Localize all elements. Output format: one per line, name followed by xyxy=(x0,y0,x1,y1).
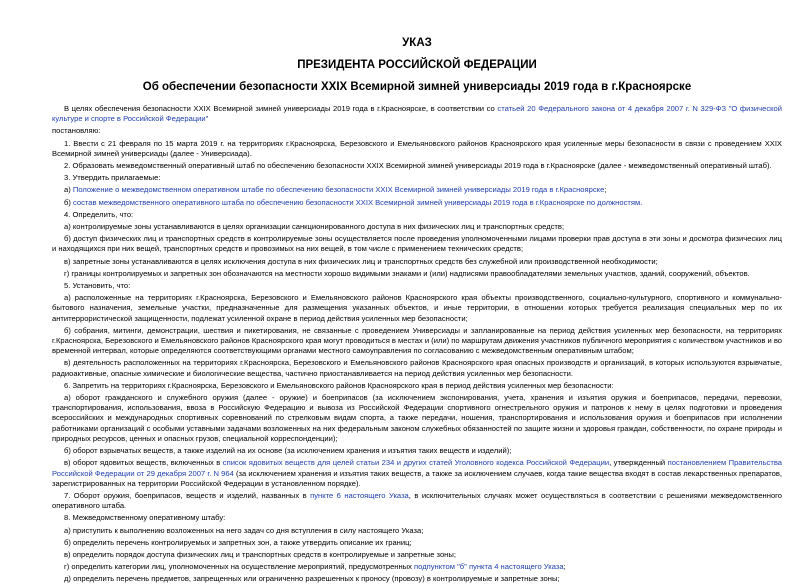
paragraph-6a: а) оборот гражданского и служебного оружия (далее - оружие) и боеприпасов (за исключением экспонирования, учета, хранения и изъятия оружия и боеприпасов, передачи, перевозки, транспортирования, использования, ввоза в Российскую Федерацию и вывоза из Российской Федерации спортивного огнестрельного оружия и патронов к нему в целях подготовки и проведения всероссийских и международных спортивных соревнований по стрелковым видам спорта, а также передачи, ношения, транспортирования и использования оружия и боеприпасов при исполнении работниками организаций с особыми уставными задачами возложенных на них федеральным законом служебных обязанностей по защите жизни и здоровья граждан, собственности, по охране природы и природных ресурсов, ценных и опасных грузов, специальной корреспонденции); xyxy=(52,393,782,443)
poison-list-link[interactable]: список ядовитых веществ для целей статьи 234 и других статей Уголовного кодекса Российской Федерации xyxy=(222,458,610,468)
paragraph-5c: в) деятельность расположенных на территориях г.Красноярска, Березовского и Емельяновского районов Красноярского края опасных производств и организаций, в которых используются взрывчатые, радиоактивные, опасные химические и биологические вещества, частично приостанавливается на период действия усиленных мер безопасности. xyxy=(52,358,782,378)
paragraph-3: 3. Утвердить прилагаемые: xyxy=(64,173,161,183)
paragraph-4a: а) контролируемые зоны устанавливаются в целях организации санкционированного доступа в них физических лиц и транспортных средств; xyxy=(64,222,565,232)
paragraph-8b: б) определить перечень контролируемых и запретных зон, а также утвердить описание их границ; xyxy=(64,537,412,547)
paragraph-5b: б) собрания, митинги, демонстрации, шествия и пикетирования, не связанные с проведением Универсиады и запланированные на период действия усиленных мер безопасности, на территориях г.Красноярска, Березовского и Емельяновского районов Красноярского края могут проводиться в местах и (или) по маршрутам движения участников публичного мероприятия с количеством участников и во временной интервал, которые определяются соответствующими органами местного самоуправления по согласованию с межведомственным оперативным штабом; xyxy=(52,325,782,356)
text-segment: г) определить категории лиц, уполномоченных на осуществление мероприятий, предусмотренных xyxy=(64,562,415,572)
paragraph-2: 2. Образовать межведомственный оперативный штаб по обеспечению безопасности XXIX Всемирной зимней универсиады 2019 года в г.Красноярске (далее - межведомственный оперативный штаб). xyxy=(64,161,772,171)
paragraph-5: 5. Установить, что: xyxy=(64,281,131,291)
regulation-link[interactable]: Положение о межведомственном оперативном штабе по обеспечению безопасности XXIX Всемирной зимней универсиады 2019 года в г.Красноярске xyxy=(72,185,605,195)
paragraph-7 xyxy=(52,491,782,511)
point-6-link[interactable]: пункте 6 настоящего Указа xyxy=(310,490,409,500)
text-segment: , в исключительных случаях может осуществляться в соответствии с решениями межведомственного оперативного штаба. xyxy=(52,490,782,511)
paragraph-4d: г) границы контролируемых и запретных зон обозначаются на местности хорошо видимыми знаками и (или) надписями правообладателями земельных участков, зданий, сооружений, объектов. xyxy=(64,268,750,278)
text-segment: 7. Оборот оружия, боеприпасов, веществ и изделий, названных в xyxy=(64,490,311,500)
paragraph-8c: в) определить порядок доступа физических лиц и транспортных средств в контролируемые и запретные зоны; xyxy=(64,549,456,559)
intro-text: В целях обеспечения безопасности XXIX Всемирной зимней универсиады 2019 года в г.Красноярске, в соответствии со xyxy=(64,104,498,113)
decree-word: постановляю: xyxy=(52,126,101,136)
subpoint-4b-link[interactable]: подпунктом "б" пункта 4 настоящего Указа xyxy=(414,562,564,572)
paragraph-5a: а) расположенные на территориях г.Красноярска, Березовского и Емельяновского районов Красноярского края объекты производственного, социально-культурного, спортивного и коммунально-бытового назначения, земельные участки, предназначенные для размещения указанных объектов, и иные территории, в отношении которых требуется реализация специальных мер по их антитеррористической защищенности, подлежат усиленной охране в период действия усиленных мер безопасности; xyxy=(52,293,782,323)
item-letter: а) xyxy=(64,185,73,195)
text-segment: (за исключением хранения и изъятия таких веществ, а также за исключением случаев, когда такие вещества входят в состав лекарственных препаратов, зарегистрированных на территории Российской Федерации в установленном порядке). xyxy=(52,468,782,488)
paragraph-8e: д) определить перечень предметов, запрещенных или ограниченно разрешенных к проносу (провозу) в контролируемые и запретные зоны; xyxy=(64,574,560,584)
paragraph-4: 4. Определить, что: xyxy=(64,209,134,219)
paragraph-6b: б) оборот взрывчатых веществ, а также изделий на их основе (за исключением хранения и изъятия таких веществ и изделий); xyxy=(64,446,512,456)
text-segment: , утвержденный xyxy=(609,458,668,468)
paragraph-3a xyxy=(52,185,782,195)
issuer-title: ПРЕЗИДЕНТА РОССИЙСКОЙ ФЕДЕРАЦИИ xyxy=(297,59,537,71)
decree-title: Об обеспечении безопасности XXIX Всемирной зимней универсиады 2019 года в г.Красноярске xyxy=(142,81,692,93)
law-article-link[interactable]: статьей 20 Федерального закона от 4 декабря 2007 г. N 329-ФЗ "О физической культуре и спорте в Российской Федерации" xyxy=(52,104,782,124)
item-punct: ; xyxy=(604,185,607,195)
text-segment: в) оборот ядовитых веществ, включенных в xyxy=(64,458,223,468)
item-letter: б) xyxy=(64,197,73,207)
doc-type-title: УКАЗ xyxy=(402,37,432,49)
paragraph-4b: б) доступ физических лиц и транспортных средств в контролируемые зоны осуществляется после проведения уполномоченными лицами проверки прав доступа в эти зоны и досмотра физических лиц и находящихся при них вещей, транспортных средств и провозимых на них вещей, в том числе с применением технических средств; xyxy=(52,234,782,254)
government-resolution-link[interactable]: постановлением Правительства Российской Федерации от 29 декабря 2007 г. N 964 xyxy=(52,458,782,478)
paragraph-6c xyxy=(52,458,782,489)
paragraph-1: 1. Ввести с 21 февраля по 15 марта 2019 г. на территориях г.Красноярска, Березовского и Емельяновского районов Красноярского края усиленные меры безопасности в связи с проведением XXIX Всемирной зимней универсиады (далее - Универсиада). xyxy=(52,138,782,158)
paragraph-8: 8. Межведомственному оперативному штабу: xyxy=(64,513,226,523)
intro-paragraph xyxy=(52,104,782,124)
document-page xyxy=(52,0,782,587)
staff-composition-link[interactable]: состав межведомственного оперативного штаба по обеспечению безопасности XXIX Всемирной зимней универсиады 2019 года в г.Красноярске по должностям. xyxy=(73,197,643,207)
text-segment: ; xyxy=(563,562,566,572)
paragraph-4c: в) запретные зоны устанавливаются в целях исключения доступа в них физических лиц и транспортных средств без служебной или производственной необходимости; xyxy=(64,256,658,266)
paragraph-8a: а) приступить к выполнению возложенных на него задач со дня вступления в силу настоящего Указа; xyxy=(64,525,424,535)
paragraph-6: 6. Запретить на территориях г.Красноярска, Березовского и Емельяновского районов Красноярского края в период действия усиленных мер безопасности: xyxy=(64,380,614,390)
paragraph-3b xyxy=(52,198,782,208)
